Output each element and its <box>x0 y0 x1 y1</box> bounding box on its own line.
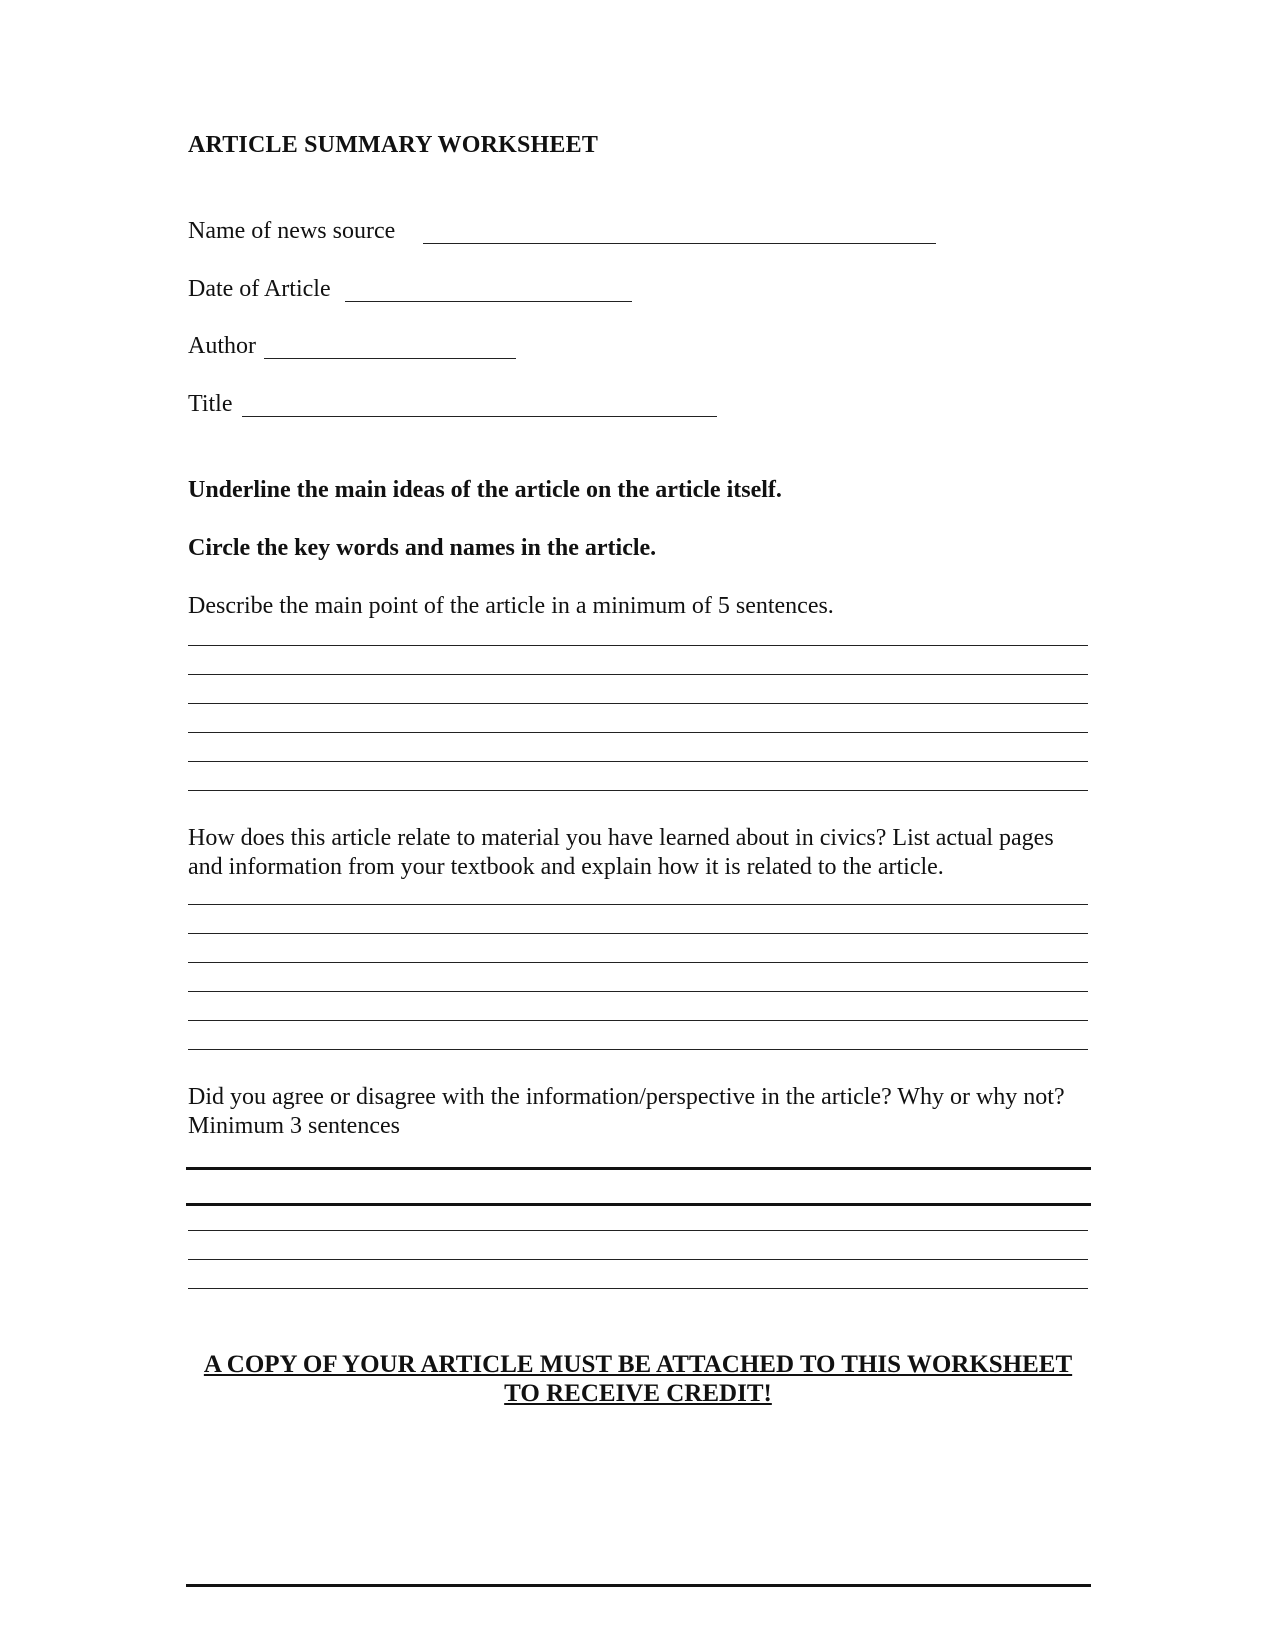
worksheet-title: ARTICLE SUMMARY WORKSHEET <box>188 132 599 158</box>
attachment-notice-line-2: TO RECEIVE CREDIT! <box>504 1380 772 1407</box>
answer-line-agree-4[interactable] <box>188 1259 1088 1260</box>
answer-line-agree-5[interactable] <box>188 1288 1088 1289</box>
answer-line-relate-5[interactable] <box>188 1020 1088 1021</box>
underline-instruction: Underline the main ideas of the article on the article itself. <box>188 477 782 503</box>
author-label: Author <box>188 333 256 359</box>
article-title-label: Title <box>188 391 233 417</box>
answer-line-describe-5[interactable] <box>188 761 1088 762</box>
article-title-blank[interactable] <box>242 416 717 417</box>
answer-line-describe-3[interactable] <box>188 703 1088 704</box>
answer-line-describe-2[interactable] <box>188 674 1088 675</box>
attachment-notice <box>188 1350 1088 1408</box>
attachment-notice-line-1: A COPY OF YOUR ARTICLE MUST BE ATTACHED TO THIS WORKSHEET <box>203 1351 1073 1378</box>
answer-line-relate-1[interactable] <box>188 904 1088 905</box>
answer-line-agree-2[interactable] <box>186 1203 1091 1206</box>
answer-line-describe-6[interactable] <box>188 790 1088 791</box>
date-label: Date of Article <box>188 276 331 302</box>
answer-line-describe-4[interactable] <box>188 732 1088 733</box>
news-source-label: Name of news source <box>188 218 396 244</box>
answer-line-relate-3[interactable] <box>188 962 1088 963</box>
answer-line-agree-3[interactable] <box>188 1230 1088 1231</box>
date-blank[interactable] <box>345 301 632 302</box>
describe-question: Describe the main point of the article in a minimum of 5 sentences. <box>188 593 834 619</box>
author-blank[interactable] <box>264 358 516 359</box>
answer-line-agree-1[interactable] <box>186 1167 1091 1170</box>
answer-line-describe-1[interactable] <box>188 645 1088 646</box>
answer-line-relate-4[interactable] <box>188 991 1088 992</box>
news-source-blank[interactable] <box>423 243 936 244</box>
circle-instruction: Circle the key words and names in the article. <box>188 535 657 561</box>
agree-question: Did you agree or disagree with the information/perspective in the article? Why or why not? Minimum 3 sentences <box>188 1084 1065 1139</box>
answer-line-relate-2[interactable] <box>188 933 1088 934</box>
answer-line-relate-6[interactable] <box>188 1049 1088 1050</box>
relate-question: How does this article relate to material you have learned about in civics? List actual pages and information from your textbook and explain how it is related to the article. <box>188 825 1054 880</box>
footer-rule <box>186 1584 1091 1587</box>
